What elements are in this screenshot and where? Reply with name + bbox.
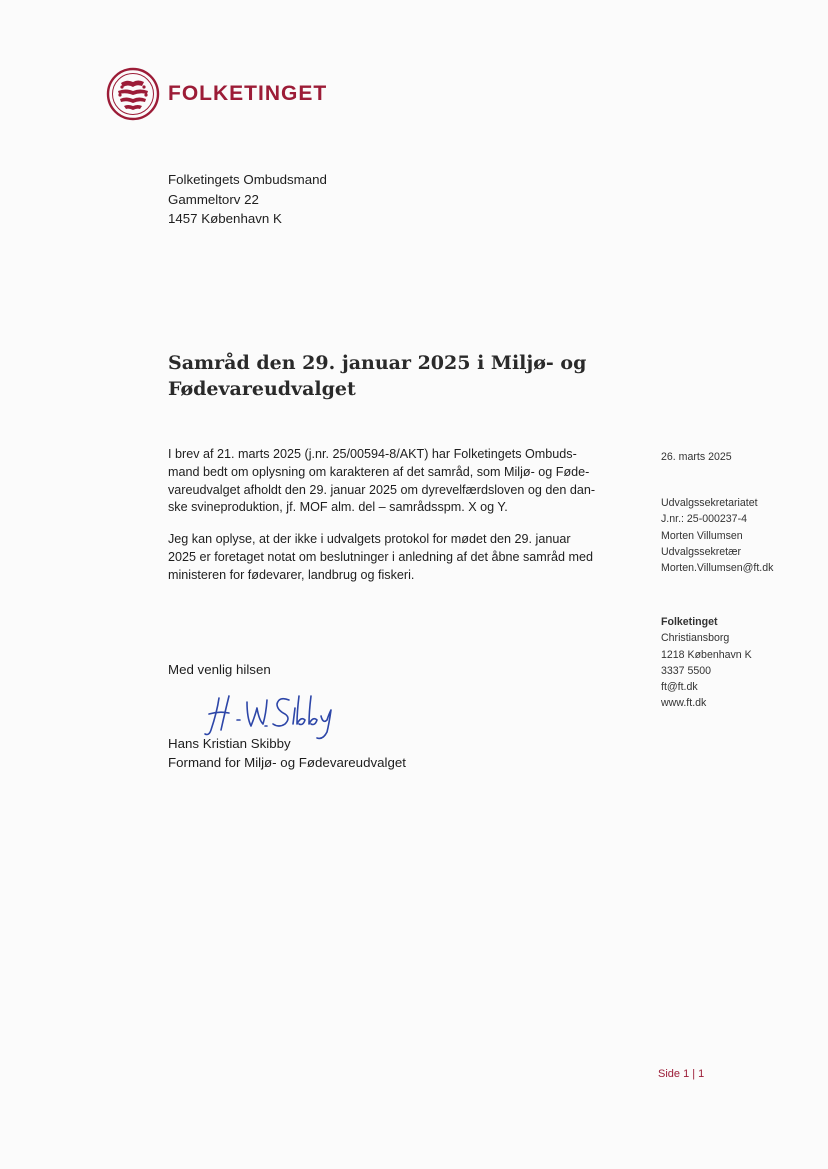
brand-name: FOLKETINGET	[168, 82, 328, 105]
signer-block	[168, 734, 406, 772]
signer-name: Hans Kristian Skibby	[168, 736, 291, 751]
body-line: 2025 er foretaget notat om beslutninger i anledning af det åbne samråd med	[168, 549, 593, 564]
org-email: ft@ft.dk	[661, 681, 698, 694]
recipient-line: Folketingets Ombudsmand	[168, 172, 327, 187]
org-line: Christiansborg	[661, 632, 730, 645]
org-line: 1218 København K	[661, 648, 752, 661]
signer-title: Formand for Miljø- og Fødevareudvalget	[168, 755, 406, 770]
paragraph-1	[168, 446, 620, 517]
letter-body	[168, 446, 620, 599]
subject-line-2: Fødevareudvalget	[168, 378, 356, 400]
organization-block	[661, 614, 752, 712]
folketinget-logo	[106, 67, 327, 121]
paragraph-2	[168, 531, 620, 584]
closing-greeting: Med venlig hilsen	[168, 662, 271, 677]
contact-line: Morten Villumsen	[661, 529, 743, 542]
recipient-line: 1457 København K	[168, 211, 282, 226]
body-line: ministeren for fødevarer, landbrug og fiskeri.	[168, 567, 415, 582]
contact-block	[661, 495, 773, 576]
body-line: mand bedt om oplysning om karakteren af det samråd, som Miljø- og Føde-	[168, 464, 590, 479]
body-line: I brev af 21. marts 2025 (j.nr. 25/00594-8/AKT) har Folketingets Ombuds-	[168, 447, 577, 461]
body-line: vareudvalget afholdt den 29. januar 2025 om dyrevelfærdsloven og den dan-	[168, 482, 596, 497]
contact-line: Udvalgssekretariatet	[661, 497, 758, 509]
recipient-address	[168, 170, 327, 229]
body-line: ske svineproduktion, jf. MOF alm. del – samrådsspm. X og Y.	[168, 500, 508, 515]
org-phone: 3337 5500	[661, 664, 712, 677]
subject-heading	[168, 350, 608, 402]
contact-line: J.nr.: 25-000237-4	[661, 513, 747, 526]
contact-email: Morten.Villumsen@ft.dk	[661, 562, 774, 575]
recipient-line: Gammeltorv 22	[168, 191, 259, 207]
subject-line-1: Samråd den 29. januar 2025 i Miljø- og	[168, 352, 587, 374]
org-website: www.ft.dk	[661, 697, 707, 710]
coat-of-arms-lions-icon	[106, 67, 160, 121]
letter-date: 26. marts 2025	[661, 451, 732, 463]
org-name: Folketinget	[661, 616, 718, 628]
contact-line: Udvalgssekretær	[661, 545, 742, 558]
page-number: Side 1 | 1	[658, 1068, 705, 1080]
body-line: Jeg kan oplyse, at der ikke i udvalgets protokol for mødet den 29. januar	[168, 532, 571, 547]
